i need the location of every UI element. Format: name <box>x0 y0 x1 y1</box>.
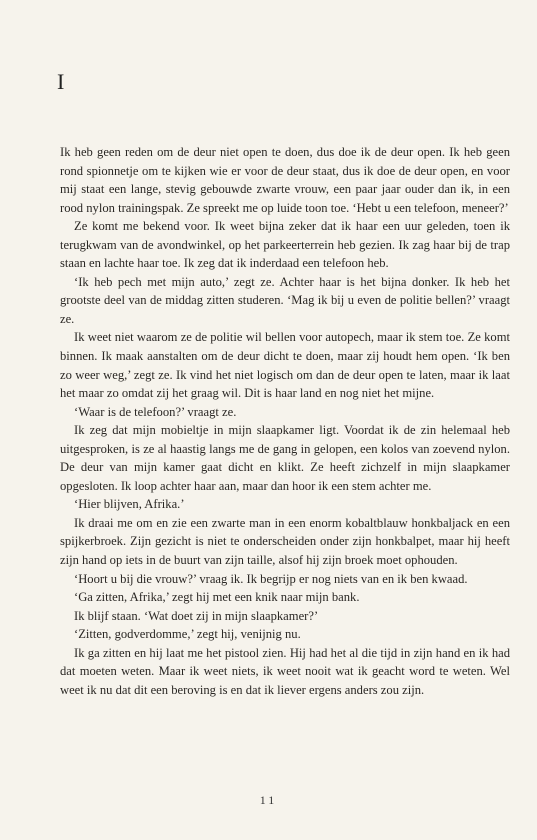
paragraph: Ik draai me om en zie een zwarte man in een enorm kobaltblauw honkbaljack en een spijkerbroek. Zijn gezicht is niet te onderscheiden onder zijn honkbalpet, maar hij heeft zijn hand op iets in de buurt van zijn taille, alsof hij zijn broek moet ophouden. <box>60 515 510 568</box>
paragraph: Ik weet niet waarom ze de politie wil bellen voor autopech, maar ik stem toe. Ze komt binnen. Ik maak aanstalten om de deur dicht te doen, maar zij houdt hem open. ‘Ik ben zo weer weg,’ zegt ze. Ik vind het niet logisch om dan de deur open te laten, maar ik laat het maar zo omdat zij het graag wil. Dit is haar land en nog niet het mijne. <box>60 330 510 401</box>
paragraph: ‘Zitten, godverdomme,’ zegt hij, venijnig nu. <box>74 627 301 642</box>
paragraph: ‘Hier blijven, Afrika.’ <box>74 497 185 512</box>
page-number: 11 <box>259 793 278 807</box>
paragraph: Ik zeg dat mijn mobieltje in mijn slaapkamer ligt. Voordat ik de zin helemaal heb uitgesproken, is ze al haastig langs me de gang in gelopen, een kolos van zoevend nylon. De deur van mijn kamer gaat dicht en klikt. Ze heeft zichzelf in mijn slaapkamer opgesloten. Ik loop achter haar aan, maar dan hoor ik een stem achter me. <box>60 423 510 493</box>
chapter-body <box>60 143 510 699</box>
paragraph: ‘Ga zitten, Afrika,’ zegt hij met een knik naar mijn bank. <box>74 590 360 605</box>
paragraph: Ik blijf staan. ‘Wat doet zij in mijn slaapkamer?’ <box>74 608 319 623</box>
paragraph: Ze komt me bekend voor. Ik weet bijna zeker dat ik haar een uur geleden, toen ik terugkwam van de avondwinkel, op het parkeerterrein heb gezien. Ik zag haar bij de trap staan en lachte haar toe. Ik zeg dat ik inderdaad een telefoon heb. <box>60 219 510 271</box>
paragraph: ‘Hoort u bij die vrouw?’ vraag ik. Ik begrijp er nog niets van en ik ben kwaad. <box>74 571 468 586</box>
paragraph: Ik heb geen reden om de deur niet open te doen, dus doe ik de deur open. Ik heb geen rond spionnetje om te kijken wie er voor de deur staat, dus ik doe de deur open, en voor mij staat een lange, stevig gebouwde zwarte vrouw, een paar jaar ouder dan ik, in een rood nylon trainingspak. Ze spreekt me op luide toon toe. ‘Hebt u een telefoon, meneer?’ <box>60 145 510 215</box>
paragraph: ‘Ik heb pech met mijn auto,’ zegt ze. Achter haar is het bijna donker. Ik heb het grootste deel van de middag zitten studeren. ‘Mag ik bij u even de politie bellen?’ vraagt ze. <box>60 274 510 326</box>
paragraph: ‘Waar is de telefoon?’ vraagt ze. <box>74 404 237 419</box>
paragraph: Ik ga zitten en hij laat me het pistool zien. Hij had het al die tijd in zijn hand en ik had dat moeten weten. Maar ik weet niets, ik weet nooit wat ik geacht word te weten. Wel weet ik nu dat dit een beroving is en dat ik liever ergens anders zou zijn. <box>60 645 510 697</box>
chapter-number: I <box>57 69 65 94</box>
